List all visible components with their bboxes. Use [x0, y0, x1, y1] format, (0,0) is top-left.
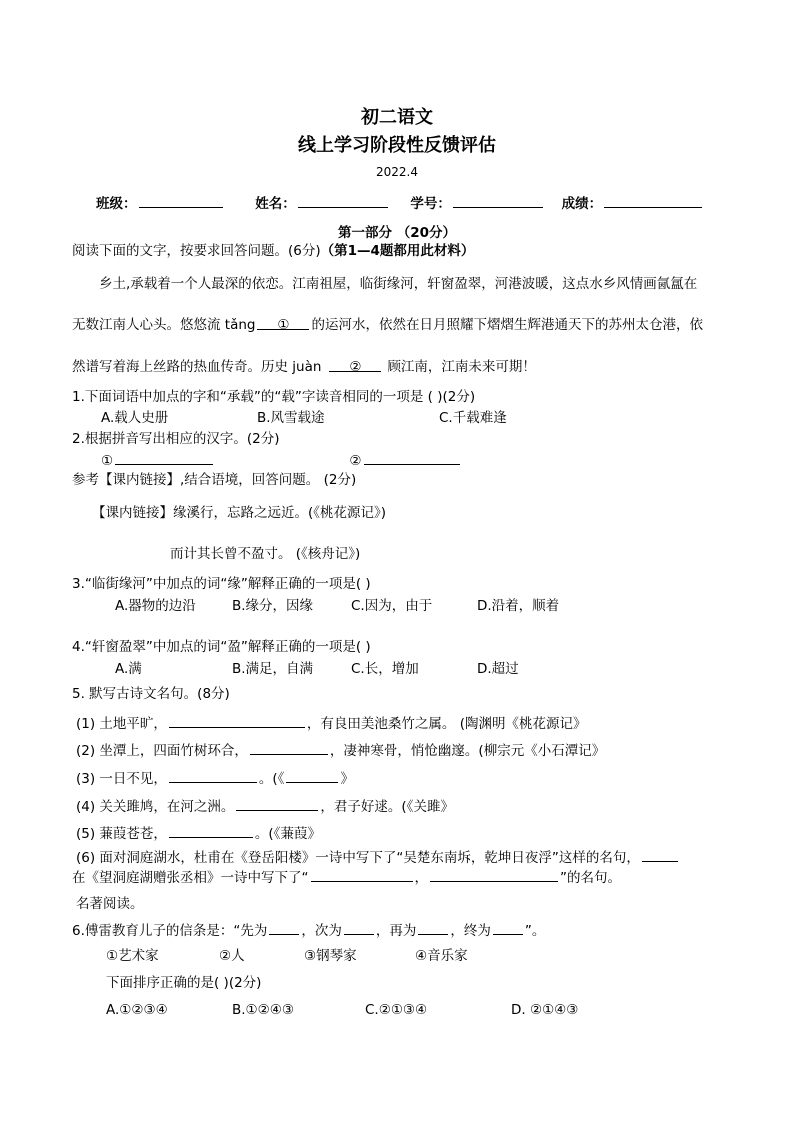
q6-text: ”。	[524, 923, 546, 939]
q4-option-a[interactable]: A.满	[115, 661, 142, 677]
q4-option-c[interactable]: C.长，增加	[351, 661, 419, 677]
reference-link-2: 而计其长曾不盈寸。 (《核舟记》)	[170, 546, 361, 562]
q2-label-2: ②	[349, 453, 362, 469]
q2-answer-1[interactable]	[115, 451, 213, 465]
q6-stem	[72, 921, 545, 940]
q6-text: ，终为	[450, 923, 491, 939]
name-label: 姓名：	[255, 196, 296, 212]
q5-text: ，	[414, 870, 428, 886]
q2-answer-2[interactable]	[364, 451, 460, 465]
q5-line-7	[72, 868, 621, 887]
q4-option-b[interactable]: B.满足，自满	[232, 661, 314, 677]
q3-option-b[interactable]: B.缘分，因缘	[232, 598, 314, 614]
q5-text: (1) 土地平旷，	[76, 716, 167, 732]
q6-blank-1[interactable]	[269, 921, 299, 935]
part1-instruction	[72, 242, 474, 260]
q4-stem: 4.“轩窗盈翠”中加点的词“盈”解释正确的一项是( )	[72, 639, 371, 655]
passage-line-2	[72, 316, 703, 334]
passage-text: 无数江南人心头。悠悠流 tǎng	[72, 317, 256, 333]
q6-blank-3[interactable]	[418, 921, 448, 935]
q5-text: (2) 坐潭上，四面竹树环合，	[76, 743, 248, 759]
q5-blank-8[interactable]	[430, 868, 558, 882]
q6-option-d[interactable]: D. ②①④③	[511, 1002, 579, 1018]
page-subtitle: 线上学习阶段性反馈评估	[298, 135, 496, 156]
q1-option-c[interactable]: C.千载难逢	[439, 410, 507, 426]
q5-text: (6) 面对洞庭湖水，杜甫在《登岳阳楼》一诗中写下了“吴楚东南坼，乾坤日夜浮”这样的名句，	[76, 850, 640, 866]
q3-option-d[interactable]: D.沿着，顺着	[477, 598, 560, 614]
q6-options	[106, 1001, 578, 1019]
q5-line-1	[76, 714, 586, 733]
q5-blank-3[interactable]	[169, 769, 257, 783]
q5-text: 在《望洞庭湖赠张丞相》一诗中写下了“	[72, 870, 309, 886]
q5-stem: 5. 默写古诗文名句。(8分)	[72, 686, 230, 702]
q1-option-a[interactable]: A.载人史册	[101, 410, 169, 426]
q5-text: 。(《	[258, 771, 285, 787]
passage-text: 顾江南，江南未来可期！	[387, 359, 536, 375]
q5-text: (4) 关关雎鸠，在河之洲。	[76, 799, 235, 815]
q5-text: (5) 蒹葭苍苍，	[76, 826, 167, 842]
q5-text: ”的名句。	[560, 870, 621, 886]
q3-options	[115, 597, 559, 615]
q5-blank-2[interactable]	[250, 741, 328, 755]
score-label: 成绩：	[561, 196, 603, 212]
student-info-row	[96, 194, 704, 213]
q5-blank-7[interactable]	[311, 868, 413, 882]
class-label: 班级：	[96, 196, 137, 212]
q5-text: ，凄神寒骨，悄怆幽邃。(柳宗元《小石潭记》	[329, 743, 606, 759]
passage-text: 然谱写着海上丝路的热血传奇。历史 juàn	[72, 359, 322, 375]
q3-option-a[interactable]: A.器物的边沿	[115, 598, 196, 614]
q5-line-5	[76, 824, 321, 843]
q5-line-6	[76, 848, 680, 867]
passage-line-3	[72, 358, 536, 376]
q5-blank-3-title[interactable]	[286, 769, 338, 783]
reading-label: 名著阅读。	[76, 896, 144, 912]
q2-answers	[101, 451, 462, 470]
q3-stem: 3.“临街缘河”中加点的词“缘”解释正确的一项是( )	[72, 576, 371, 592]
page-title: 初二语文	[361, 107, 433, 128]
q2-stem: 2.根据拼音写出相应的汉字。(2分)	[72, 431, 280, 447]
q6-item-3: ③钢琴家	[304, 948, 357, 964]
q6-sort-prompt: 下面排序正确的是( )(2分)	[106, 975, 262, 991]
name-field[interactable]	[298, 194, 388, 208]
q6-item-1: ①艺术家	[106, 948, 159, 964]
q2-label-1: ①	[101, 453, 114, 469]
q1-stem: 1.下面词语中加点的字和“承载”的“载”字读音相同的一项是 ( )(2分)	[72, 389, 476, 405]
q5-blank-4[interactable]	[236, 797, 318, 811]
q5-line-4	[76, 797, 454, 816]
part1-heading: 第一部分 （20分）	[338, 225, 456, 241]
q6-items	[106, 947, 468, 965]
q6-blank-2[interactable]	[344, 921, 374, 935]
passage-text: 的运河水，依然在日月照耀下熠熠生辉港通天下的苏州太仓港，依	[311, 317, 703, 333]
exam-date: 2022.4	[376, 165, 418, 179]
instruction-text: 阅读下面的文字，按要求回答问题。(6分)	[72, 243, 321, 259]
q4-option-d[interactable]: D.超过	[477, 661, 519, 677]
q3-option-c[interactable]: C.因为，由于	[351, 598, 433, 614]
score-field[interactable]	[604, 194, 702, 208]
passage-blank-1[interactable]: ①	[257, 316, 309, 330]
q6-text: 6.傅雷教育儿子的信条是：“先为	[72, 923, 268, 939]
q6-option-a[interactable]: A.①②③④	[106, 1002, 168, 1018]
q5-line-2	[76, 741, 605, 760]
reference-link-1: 【课内链接】缘溪行，忘路之远近。(《桃花源记》)	[92, 505, 387, 521]
q6-option-b[interactable]: B.①②④③	[232, 1002, 294, 1018]
passage-line-1: 乡土,承载着一个人最深的依恋。江南祖屋，临街缘河，轩窗盈翠，河港波暖，这点水乡风情画氤氲在	[99, 276, 698, 292]
class-field[interactable]	[139, 194, 223, 208]
q6-item-2: ②人	[219, 948, 245, 964]
q5-text: (3) 一日不见，	[76, 771, 167, 787]
passage-blank-2[interactable]: ②	[329, 358, 381, 372]
q5-blank-5[interactable]	[169, 824, 253, 838]
number-field[interactable]	[453, 194, 543, 208]
q6-text: ，再为	[375, 923, 417, 939]
q6-text: ，次为	[301, 923, 342, 939]
instruction-note: （第1—4题都用此材料）	[320, 243, 475, 259]
number-label: 学号：	[410, 196, 451, 212]
q5-text: ，君子好逑。(《关雎》	[320, 799, 454, 815]
q6-option-c[interactable]: C.②①③④	[365, 1002, 428, 1018]
q1-option-b[interactable]: B.风雪载途	[257, 410, 325, 426]
q5-blank-6[interactable]	[642, 848, 678, 862]
reference-intro: 参考【课内链接】,结合语境，回答问题。 (2分)	[72, 472, 357, 488]
q5-text: ，有良田美池桑竹之属。 (陶渊明《桃花源记》	[306, 716, 587, 732]
q4-options	[115, 660, 519, 678]
q5-line-3	[76, 769, 354, 788]
q6-item-4: ④音乐家	[415, 948, 468, 964]
q5-text: 》	[340, 771, 354, 787]
q5-blank-1[interactable]	[169, 714, 305, 728]
q1-options	[101, 409, 507, 427]
q5-text: 。(《蒹葭》	[254, 826, 321, 842]
q6-blank-4[interactable]	[493, 921, 523, 935]
